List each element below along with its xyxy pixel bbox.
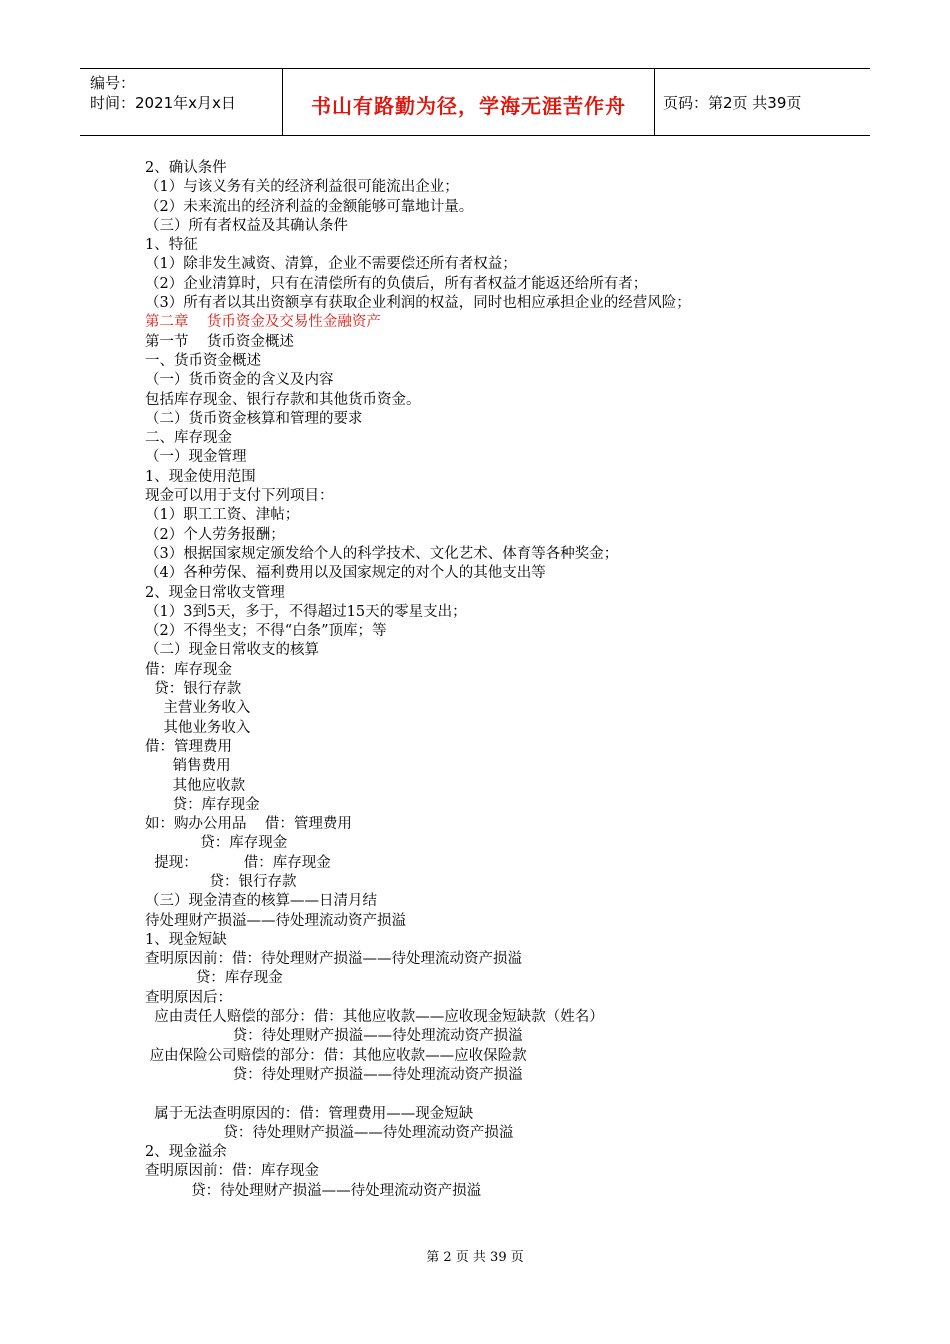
text-line: （2）个人劳务报酬； — [145, 526, 285, 543]
text-line: 属于无法查明原因的：借：管理费用——现金短缺 — [145, 1105, 474, 1122]
document-number-label: 编号： — [90, 74, 136, 92]
text-line: （一）货币资金的含义及内容 — [145, 372, 334, 389]
text-line: 其他业务收入 — [145, 719, 251, 736]
text-line: 贷：库存现金 — [145, 970, 283, 987]
text-line: 一、货币资金概述 — [145, 352, 261, 369]
text-line: 待处理财产损溢——待处理流动资产损溢 — [145, 912, 406, 929]
text-line: 贷：待处理财产损溢——待处理流动资产损溢 — [145, 1028, 523, 1045]
text-line: 1、现金短缺 — [145, 931, 227, 948]
text-line: 借：管理费用 — [145, 738, 232, 755]
text-line: （4）各种劳保、福利费用以及国家规定的对个人的其他支出等 — [145, 565, 546, 582]
text-line: 现金可以用于支付下列项目： — [145, 488, 334, 505]
page-header — [80, 68, 870, 136]
text-line: 查明原因前：借：待处理财产损溢——待处理流动资产损溢 — [145, 951, 522, 968]
text-line: 其他应收款 — [145, 777, 246, 794]
text-line: 销售费用 — [145, 758, 231, 775]
text-line: （3）所有者以其出资额享有获取企业利润的权益，同时也相应承担企业的经营风险； — [145, 295, 691, 312]
text-line: 包括库存现金、银行存款和其他货币资金。 — [145, 391, 421, 408]
header-motto: 书山有路勤为径，学海无涯苦作舟 — [311, 93, 626, 118]
text-line: （3）根据国家规定颁发给个人的科学技术、文化艺术、体育等各种奖金； — [145, 545, 619, 562]
chapter-heading: 第二章 货币资金及交易性金融资产 — [145, 314, 381, 331]
text-line: 贷：待处理财产损溢——待处理流动资产损溢 — [145, 1182, 482, 1199]
text-line: （1）与该义务有关的经济利益很可能流出企业； — [145, 179, 459, 196]
text-line: 借：库存现金 — [145, 661, 232, 678]
text-line: 应由保险公司赔偿的部分：借：其他应收款——应收保险款 — [145, 1047, 527, 1064]
text-line: 贷：银行存款 — [145, 873, 297, 890]
text-line: （1）除非发生减资、清算，企业不需要偿还所有者权益； — [145, 256, 517, 273]
text-line: 提现： 借：库存现金 — [145, 854, 331, 871]
text-line: 1、特征 — [145, 237, 198, 254]
text-line: 贷：库存现金 — [145, 796, 260, 813]
text-line: 2、确认条件 — [145, 160, 227, 176]
text-line: 2、现金溢余 — [145, 1144, 227, 1161]
document-date: 时间：2021年x月x日 — [90, 94, 236, 112]
text-line: 二、库存现金 — [145, 430, 232, 447]
text-line: 第一节 货币资金概述 — [145, 333, 294, 350]
text-line: （二）货币资金核算和管理的要求 — [145, 410, 363, 427]
text-line: 1、现金使用范围 — [145, 468, 256, 485]
document-body — [145, 159, 865, 1201]
text-line: （三）现金清查的核算——日清月结 — [145, 893, 377, 910]
text-line: （1）职工工资、津帖； — [145, 507, 300, 524]
text-line: 贷：银行存款 — [145, 681, 242, 698]
text-line: 查明原因后： — [145, 989, 232, 1006]
text-line: 贷：待处理财产损溢——待处理流动资产损溢 — [145, 1066, 523, 1083]
header-motto-cell — [283, 69, 655, 135]
text-line: 应由责任人赔偿的部分：借：其他应收款——应收现金短缺款（姓名） — [145, 1009, 604, 1026]
text-line: （2）企业清算时，只有在清偿所有的负债后，所有者权益才能返还给所有者； — [145, 275, 648, 292]
text-line: 主营业务收入 — [145, 700, 251, 717]
text-line: （三）所有者权益及其确认条件 — [145, 217, 348, 234]
header-page-info: 页码：第2页 共39页 — [663, 93, 802, 112]
text-line: （2）未来流出的经济利益的金额能够可靠地计量。 — [145, 198, 474, 215]
text-line: 贷：库存现金 — [145, 835, 288, 852]
text-line: 查明原因前：借：库存现金 — [145, 1163, 319, 1180]
text-line — [145, 1085, 865, 1104]
text-line: （2）不得坐支；不得“白条”顶库；等 — [145, 623, 387, 640]
text-line: 贷：待处理财产损溢——待处理流动资产损溢 — [145, 1124, 514, 1141]
text-line: 2、现金日常收支管理 — [145, 584, 285, 601]
page-footer: 第 2 页 共 39 页 — [426, 1250, 524, 1265]
text-line: （一）现金管理 — [145, 449, 247, 466]
text-line: （二）现金日常收支的核算 — [145, 642, 319, 659]
header-page-info-cell — [655, 69, 870, 135]
text-line: 如：购办公用品 借：管理费用 — [145, 816, 352, 833]
header-meta — [80, 69, 283, 135]
text-line: （1）3到5天，多于，不得超过15天的零星支出； — [145, 603, 467, 620]
